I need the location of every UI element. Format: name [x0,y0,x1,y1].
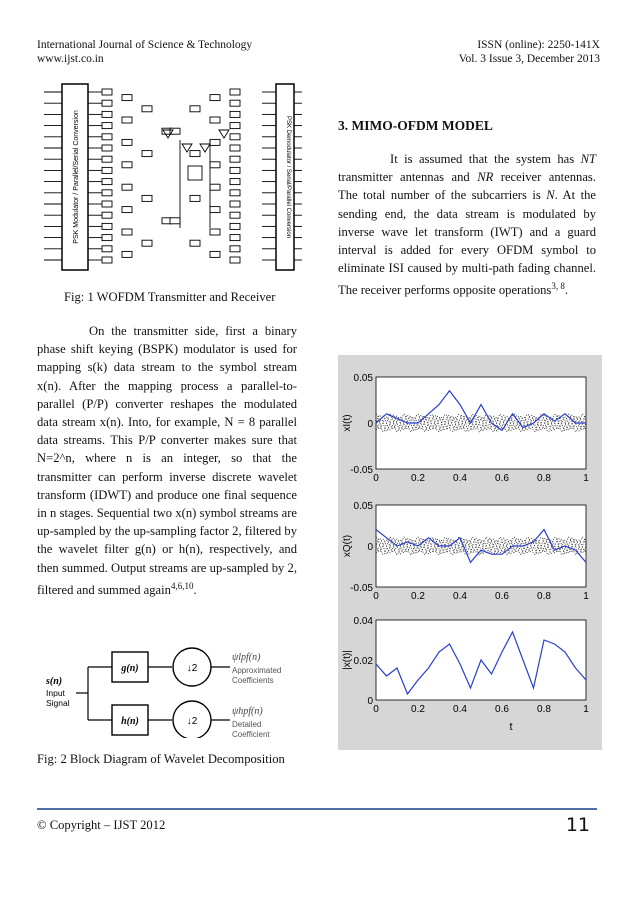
fig1-filter-box [102,111,112,117]
fig1-caption: Fig: 1 WOFDM Transmitter and Receiver [64,290,276,304]
fig1-filter-box [142,151,152,157]
nr-symbol: NR [477,170,494,185]
footer-rule [37,808,597,810]
signal-plot-figure [338,355,602,750]
fig1-filter-box [230,156,240,162]
fig1-filter-box [230,167,240,173]
fig1-filter-box [210,229,220,235]
y-axis-label: xQ(t) [342,534,353,558]
fig1-filter-box [230,134,240,140]
fig1-filter-box [190,195,200,201]
fig1-filter-box [102,190,112,196]
g-filter-label: g(n) [121,663,139,674]
x-tick-label: 0.8 [537,591,551,602]
x-tick-label: 0.8 [537,473,551,484]
section-heading: 3. MIMO-OFDM MODEL [338,118,493,133]
fig1-filter-box [102,257,112,263]
fig1-filter-box [102,134,112,140]
fig1-filter-box [102,201,112,207]
fig1-filter-box [102,145,112,151]
fig1-filter-box [210,251,220,257]
x-axis-label: t [509,721,513,733]
fig1-filter-box [230,111,240,117]
fig1-filter-box [230,100,240,106]
x-tick-label: 1 [583,591,589,602]
fig1-filter-box [230,223,240,229]
section-text-c: receiver antennas. The total number of the subcarriers is [338,170,596,203]
fig1-filter-box [102,235,112,241]
fig2-caption: Fig: 2 Block Diagram of Wavelet Decomposition [37,752,285,766]
fig1-filter-box [210,139,220,145]
y-tick-label: -0.05 [350,465,373,476]
fig1-filter-box [102,156,112,162]
y-tick-label: 0 [367,419,373,430]
fig1-filter-box [102,89,112,95]
downsample-label-lower: ↓2 [186,716,198,727]
fig1-filter-box [170,218,180,224]
section-text-b: transmitter antennas and [338,170,478,185]
wavelet-decomposition-diagram [40,630,302,738]
fig1-filter-box [122,251,132,257]
fig1-filter-box [170,128,180,134]
journal-name: International Journal of Science & Technology [37,39,253,51]
fig1-filter-box [210,207,220,213]
psi-hpf-label: ψhpf(n) [232,706,263,717]
section-text-d: . At the sending end, the data stream is modulated by inverse wave let transform (IWT) and a guard interval is added for every OFDM symbol to eliminate ISI caused by multi-path fading channel. The receiver performs opposite operations [338,188,596,298]
fig1-filter-box [210,184,220,190]
fig1-filter-box [210,117,220,123]
left-converter-label: PSK Modulator / Parallel/Serial Conversion [73,110,80,244]
issn: ISSN (online): 2250-141X [477,39,600,51]
fig1-filter-box [122,162,132,168]
fig1-filter-box [190,106,200,112]
volume-issue: Vol. 3 Issue 3, December 2013 [458,53,600,65]
fig1-filter-box [102,179,112,185]
section-body-text [338,150,596,300]
citation-ref-section: 3, 8 [551,281,565,292]
x-tick-label: 0 [373,473,379,484]
fig1-filter-box [102,223,112,229]
n-symbol: N [546,188,555,203]
x-tick-label: 1 [583,473,589,484]
detail-label-line2: Coefficient [232,730,270,738]
input-signal-symbol: s(n) [46,676,63,687]
detail-label-line1: Detailed [232,720,262,729]
x-tick-label: 0.4 [453,591,467,602]
y-tick-label: 0 [367,696,373,707]
fig1-filter-box [230,201,240,207]
fig1-filter-box [230,212,240,218]
fig1-filter-box [190,240,200,246]
fig1-filter-box [230,179,240,185]
fig1-filter-box [230,246,240,252]
fig1-filter-box [210,162,220,168]
fig1-filter-box [190,151,200,157]
y-tick-label: 0.02 [353,656,373,667]
fig1-filter-box [142,240,152,246]
x-tick-label: 0.6 [495,473,509,484]
approx-label-line1: Approximated [232,666,282,675]
fig1-filter-box [122,184,132,190]
fig1-filter-box [122,139,132,145]
x-tick-label: 0 [373,704,379,715]
downsample-label-upper: ↓2 [186,663,198,674]
paragraph-end: . [193,583,197,598]
fig1-filter-box [102,167,112,173]
input-label-line1: Input [46,688,65,698]
fig1-filter-box [122,229,132,235]
x-tick-label: 0.2 [411,473,425,484]
fig1-filter-box [230,145,240,151]
running-header-left [37,38,252,66]
y-axis-label: |x(t)| [342,650,353,670]
fig1-filter-box [102,212,112,218]
citation-ref: 4,6,10 [170,580,194,591]
section-text-a: It is assumed that the system has [390,152,581,166]
fig1-antenna [219,130,229,138]
fig1-filter-box [230,89,240,95]
copyright-notice: © Copyright – IJST 2012 [37,818,166,832]
right-converter-label: PSK Demodulator / Serial/Parallel Conversion [285,115,291,239]
running-header-right [459,38,600,66]
x-tick-label: 0.8 [537,704,551,715]
x-tick-label: 0 [373,591,379,602]
section-end: . [564,283,568,298]
transmitter-paragraph: On the transmitter side, first a binary phase shift keying (BSPK) modulator is used for mapping s(k) data stream to the symbol stream x(n). After the mapping process a parallel-to-parallel (P/P) converter reshapes the modulated data stream x(n). Into, for example, N = 8 parallel data streams. This P/P converter makes sure that N=2^n, where n is an integer, so that the transmitter can perform inverse discrete wavelet transform (IDWT) and produce one final sequence in n stages. Sequential two x(n) symbol streams are up-sampled by the up-sampling factor 2, filtered by the wavelet filter g(n) or h(n), respectively, and then summed. Output streams are up-sampled by 2, filtered and summed again [37,324,297,598]
journal-website: www.ijst.co.in [37,53,104,65]
fig1-filter-box [122,117,132,123]
fig1-filter-box [230,257,240,263]
input-label-line2: Signal [46,698,70,708]
approx-label-line2: Coefficients [232,676,274,685]
x-tick-label: 1 [583,704,589,715]
x-tick-label: 0.4 [453,704,467,715]
x-tick-label: 0.4 [453,473,467,484]
fig1-filter-box [122,207,132,213]
fig1-filter-box [230,190,240,196]
y-tick-label: 0.04 [353,616,373,627]
fig1-filter-box [122,95,132,101]
psi-lpf-label: ψlpf(n) [232,652,261,663]
x-tick-label: 0.2 [411,591,425,602]
fig1-filter-box [142,195,152,201]
x-tick-label: 0.2 [411,704,425,715]
y-tick-label: 0.05 [353,501,373,512]
fig1-filter-box [102,246,112,252]
y-tick-label: 0 [367,542,373,553]
y-tick-label: -0.05 [350,583,373,594]
fig1-filter-box [230,235,240,241]
fig1-filter-box [142,106,152,112]
page-number: 11 [565,814,590,836]
wofdm-figure [40,78,302,276]
x-tick-label: 0.6 [495,591,509,602]
fig1-filter-box [230,123,240,129]
x-tick-label: 0.6 [495,704,509,715]
fig1-filter-box [102,123,112,129]
fig1-filter-box [210,95,220,101]
y-tick-label: 0.05 [353,373,373,384]
y-axis-label: xI(t) [342,414,353,432]
fig1-antenna [200,144,210,152]
left-body-text [37,322,297,599]
fig1-channel-box [188,166,202,180]
nt-symbol: NT [580,152,596,166]
fig1-filter-box [102,100,112,106]
h-filter-label: h(n) [121,716,139,727]
